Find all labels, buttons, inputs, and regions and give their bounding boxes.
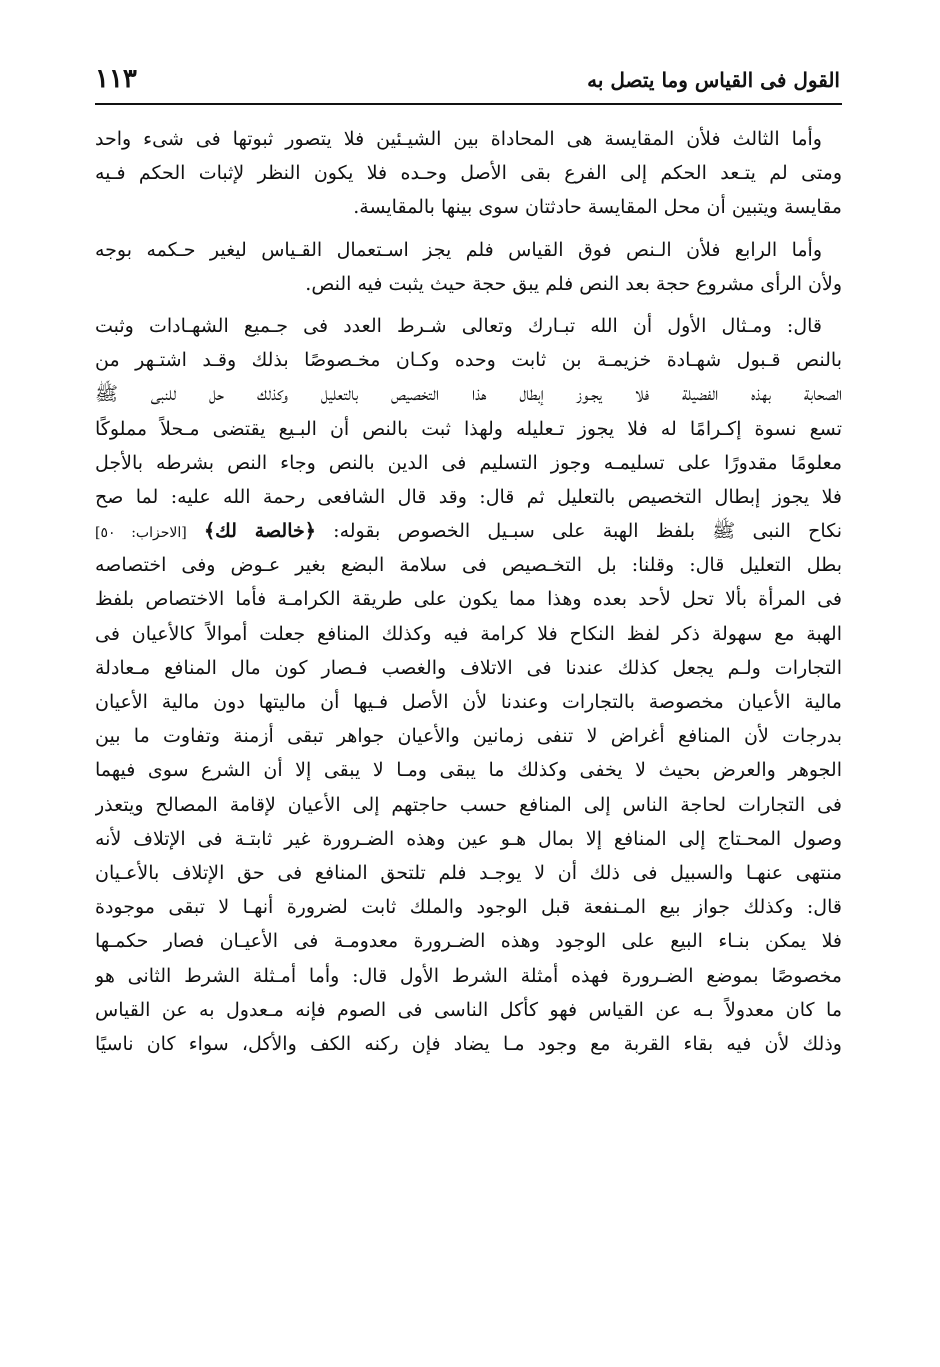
text-line: فلا يمكن بنـاء البيع على الوجود وهذه الضـرورة معدومـة فى الأعيـان فصار حكمـها (95, 930, 842, 953)
text-line: وأما الرابع فلأن الـنص فوق القياس فلم يجز اسـتعمال القـياس ليغير حـكمه بوجه (95, 238, 822, 261)
text-line: بدرجات لأن المنافع أغراض لا تنفى زمانين والأعيان جواهر تبقى أزمنة وتفاوت ما بين (95, 725, 842, 748)
text-line: وصول المحـتاج إلى المنافع إلا بمال هـو عين وهذه الضـرورة غير ثابتـة فى الإتلاف لأنه (95, 827, 842, 850)
text-line-segment: نكاح النبى ﷺ بلفظ الهبة على سبـيل الخصوص بقوله: (333, 520, 842, 543)
text-line: بطل التعليل قال: وقلنا: بل التخـصيص فى سلامة البضع بغير عـوض وفى اختصاصه (95, 554, 842, 577)
text-line: ومتى لم يتـعد الحكم إلى الفرع بقى الأصل وحـده فلا يكون النظر لإثبات الحكم فـيه (95, 162, 842, 185)
text-line: وذلك لأن فيه بقاء القربة مع وجود مـا يضاد فإن ركنه الكف والأكل، سواء كان ناسيًا (95, 1032, 842, 1055)
text-line: منتهى عنهـا والسبيل فى ذلك أن لا يوجـد فلم تلتحق المنافع فى حق الإتلاف بالأعـيان (95, 861, 842, 884)
text-line: فى التجارات لحاجة الناس إلى المنافع حسب حاجتهم إلى الأعيان لإقامة المصالح ويتعذر (95, 793, 842, 816)
header-divider (95, 103, 842, 105)
text-line-with-quran (95, 514, 842, 548)
page-header (95, 62, 840, 102)
running-title: القول فى القياس وما يتصل به (587, 68, 840, 92)
text-line: معلومًا مقدورًا على تسليمـه وجوز التسليم فى الدين بالنص وجاء النص بشرطه بالأجل (95, 451, 842, 474)
text-line: قال: وكذلك جواز بيع المـنفعة قبل الوجود والملك ثابت لضرورة أنهـا لا تبقى موجودة (95, 896, 842, 919)
text-line: فلا يجوز إبطال التخصيص بالتعليل ثم قال: وقد قال الشافعى رحمة الله عليه: لما صح (95, 485, 842, 508)
text-line: مخصوصًا بموضع الضـرورة فهذه أمثلة الشرط الأول قال: وأما أمـثلة الشرط الثانى هو (95, 964, 842, 987)
text-line: التجارات ولـم يجعل كذلك عندنا فى الاتلاف والغصب فـصار كون مال المنافع مـعادلة (95, 656, 842, 679)
text-line: تسع نسوة إكـرامًا له فلا يجوز تـعليله ولهذا ثبت بالنص أن البـيع يقتضى مـحلاً مملوكًا (95, 417, 842, 440)
text-line: الصحابة بهذه الفضيلة فلا يجـوز إبطال هذا التخصيص بالتعليل وكذلك حل للنبى ﷺ (95, 383, 842, 406)
text-line: مالية الأعيان مخصوصة بالتجارات وعندنا لأن الأصل فـيها أن ماليتها دون مالية الأعيان (95, 691, 842, 713)
text-line: مقايسة ويتبين أن محل المقايسة حادثتان سوى بينها بالمقايسة. (353, 196, 842, 219)
text-line: وأما الثالث فلأن المقايسة هى المحاداة بين الشيـئين فلا يتصور ثبوتها فى شىء واحد (95, 128, 822, 150)
text-line: قال: ومـثال الأول أن الله تبـارك وتعالى شـرط العدد فى جـميع الشهـادات وثبت (95, 314, 822, 337)
text-line: فى المرأة بألا تحل لأحد بعده وهذا مما يكون على طريقة الكرامـة فأما الاختصاص بلفظ (95, 588, 842, 611)
text-line: الهبة مع سهولة ذكر لفظ النكاح فلا كرامة فيه وكذلك المنافع جعلت أموالاً كالأعيان فى (95, 622, 842, 645)
text-line: ما كان معدولاً بـه عن القياس فهو كأكل الناسى فى الصوم فإنه مـعدول به عن القياس (95, 998, 842, 1021)
quran-reference: [الاحزاب: ٥٠] (95, 525, 187, 542)
page-number: ١١٣ (95, 64, 137, 94)
text-line: الجوهر والعرض بحيث لا يخفى وكذلك ما يبقى ومـا لا يبقى إلا أن الشرع سوى فيهما (95, 759, 842, 782)
text-line: ولأن الرأى مشروع حجة بعد النص فلم يبق حجة حيث يثبت فيه النص. (305, 272, 842, 295)
text-line: بالنص قـبول شهـادة خزيمـة بن ثابت وحده وكـان مخـصوصًا بذلك وقـد اشتـهر من (95, 349, 842, 372)
quran-phrase: ﴿خالصة لك﴾ (203, 520, 316, 543)
body-text (95, 122, 842, 1061)
